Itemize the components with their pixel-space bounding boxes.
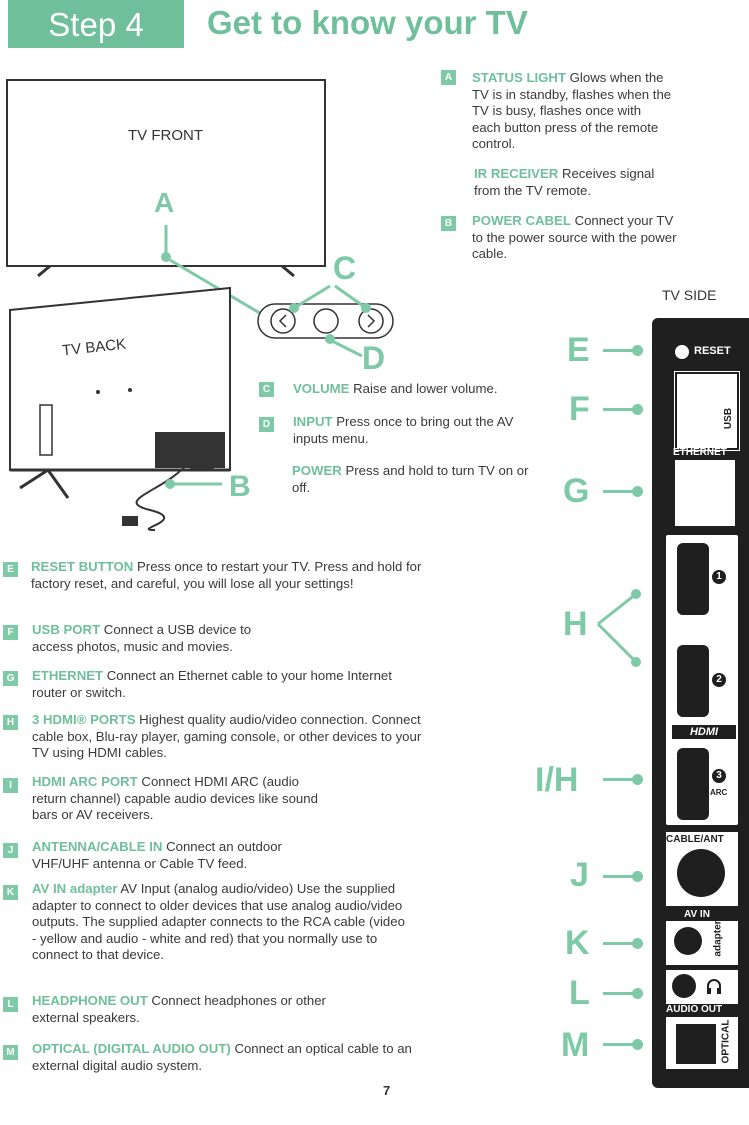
arc-label: ARC: [710, 788, 728, 797]
headphone-heading: HEADPHONE OUT: [32, 993, 148, 1008]
volume-heading: VOLUME: [293, 381, 350, 396]
hdmi-3-arc-port[interactable]: [677, 748, 709, 820]
hdmi-1-label: 1: [712, 570, 726, 584]
optical-desc: [32, 1041, 412, 1074]
tag-a: A: [441, 70, 456, 85]
hdmi-arc-heading: HDMI ARC PORT: [32, 774, 138, 789]
av-in-desc: [32, 881, 407, 964]
callout-a: A: [154, 187, 175, 218]
tv-side-label: TV SIDE: [662, 287, 717, 303]
tag-h: H: [3, 715, 18, 730]
side-callout-f: F: [569, 390, 590, 428]
usb-desc: [32, 622, 292, 655]
status-light-heading: STATUS LIGHT: [472, 70, 567, 85]
power-cable-desc: [472, 213, 687, 263]
headphone-text: Connect headphones or other external speakers.: [32, 993, 326, 1025]
av-in-label: AV IN: [684, 909, 710, 920]
page-number: 7: [383, 1083, 391, 1098]
reset-heading: RESET BUTTON: [31, 559, 134, 574]
tag-g: G: [3, 671, 18, 686]
power-heading: POWER: [292, 463, 342, 478]
optical-text: Connect an optical cable to an external digital audio system.: [32, 1041, 412, 1073]
optical-heading: OPTICAL (DIGITAL AUDIO OUT): [32, 1041, 231, 1056]
reset-button[interactable]: [675, 345, 689, 359]
ir-receiver-text: Receives signal from the TV remote.: [474, 166, 655, 198]
tag-k: K: [3, 885, 18, 900]
ethernet-port[interactable]: [675, 460, 735, 526]
callout-b: B: [229, 470, 251, 503]
ir-receiver-heading: IR RECEIVER: [474, 166, 559, 181]
tag-j: J: [3, 843, 18, 858]
status-light-dot: [161, 252, 171, 262]
cable-ant-label: CABLE/ANT: [666, 834, 724, 845]
side-callout-l: L: [569, 974, 590, 1012]
headphone-icon: [704, 976, 724, 996]
adapter-label: adapter: [712, 920, 724, 957]
power-text: Press and hold to turn TV on or off.: [292, 463, 529, 495]
tag-m: M: [3, 1045, 18, 1060]
hdmi-ports-heading: 3 HDMI® PORTS: [32, 712, 136, 727]
usb-label: USB: [723, 407, 735, 430]
hdmi-arc-desc: [32, 774, 337, 824]
tag-b: B: [441, 216, 456, 231]
ir-receiver-desc: [474, 166, 664, 199]
hdmi-2-label: 2: [712, 673, 726, 687]
tag-f: F: [3, 625, 18, 640]
antenna-desc: [32, 839, 337, 872]
headphone-port[interactable]: [672, 974, 696, 998]
hdmi-2-port[interactable]: [677, 645, 709, 717]
hdmi-3-label: 3: [712, 769, 726, 783]
reset-text: Press once to restart your TV. Press and hold for factory reset, and careful, you will lose all your settings!: [31, 559, 422, 591]
antenna-heading: ANTENNA/CABLE IN: [32, 839, 163, 854]
h-connector: [596, 588, 646, 668]
tv-front-label: TV FRONT: [128, 127, 203, 144]
side-callout-m: M: [561, 1026, 590, 1064]
hdmi-arc-text: Connect HDMI ARC (audio return channel) capable audio devices like sound bars or AV receivers.: [32, 774, 318, 822]
hdmi-logo: HDMI: [672, 725, 736, 739]
side-callout-k: K: [565, 924, 590, 962]
usb-text: Connect a USB device to access photos, music and movies.: [32, 622, 252, 654]
antenna-text: Connect an outdoor VHF/UHF antenna or Cable TV feed.: [32, 839, 282, 871]
side-callout-e: E: [567, 331, 590, 369]
input-desc: [293, 414, 538, 447]
audio-out-label: AUDIO OUT: [666, 1004, 723, 1015]
av-in-port[interactable]: [674, 927, 702, 955]
power-cable-heading: POWER CABEL: [472, 213, 571, 228]
ethernet-desc: [32, 668, 412, 701]
power-desc: [292, 463, 532, 496]
side-callout-ih: I/H: [535, 761, 579, 799]
tag-d: D: [259, 417, 274, 432]
tv-back-label: TV BACK: [61, 335, 127, 360]
ethernet-label: ETHERNET: [673, 447, 727, 458]
reset-label: RESET: [694, 345, 731, 357]
power-cable-text: Connect your TV to the power source with the power cable.: [472, 213, 677, 261]
tag-c: C: [259, 382, 274, 397]
input-text: Press once to bring out the AV inputs menu.: [293, 414, 514, 446]
side-callout-h: H: [563, 605, 588, 643]
headphone-desc: [32, 993, 327, 1026]
usb-heading: USB PORT: [32, 622, 101, 637]
ethernet-text: Connect an Ethernet cable to your home Internet router or switch.: [32, 668, 392, 700]
tag-e: E: [3, 562, 18, 577]
step-badge: Step 4: [8, 0, 184, 48]
av-in-heading: AV IN adapter: [32, 881, 118, 896]
side-callout-g: G: [563, 472, 590, 510]
volume-text: Raise and lower volume.: [349, 381, 498, 396]
page-title: Get to know your TV: [207, 4, 528, 41]
hdmi-ports-desc: [32, 712, 427, 762]
tag-l: L: [3, 997, 18, 1012]
hdmi-1-port[interactable]: [677, 543, 709, 615]
status-light-desc: [472, 70, 672, 153]
optical-port[interactable]: [676, 1024, 716, 1064]
side-callout-j: J: [570, 856, 589, 894]
tv-side-panel: [652, 318, 749, 1088]
callout-d: D: [362, 340, 386, 376]
ethernet-heading: ETHERNET: [32, 668, 104, 683]
input-heading: INPUT: [293, 414, 333, 429]
tag-i: I: [3, 778, 18, 793]
volume-desc: [293, 381, 543, 398]
hdmi-ports-text: Highest quality audio/video connection. Connect cable box, Blu-ray player, gaming console, or other devices to your TV using HDMI cables.: [32, 712, 422, 760]
callout-c: C: [333, 250, 357, 286]
cable-ant-port[interactable]: [677, 849, 725, 897]
reset-desc: [31, 559, 431, 592]
status-light-text: Glows when the TV is in standby, flashes when the TV is busy, flashes once with each button press of the remote control.: [472, 70, 672, 151]
av-in-text: AV Input (analog audio/video) Use the supplied adapter to connect to older devices that use analog audio/video outputs. The supplied adapter connects to the RCA cable (video - yellow and audio - white and red) that you normally use to connect to that device.: [32, 881, 405, 962]
optical-label: OPTICAL: [720, 1019, 732, 1064]
